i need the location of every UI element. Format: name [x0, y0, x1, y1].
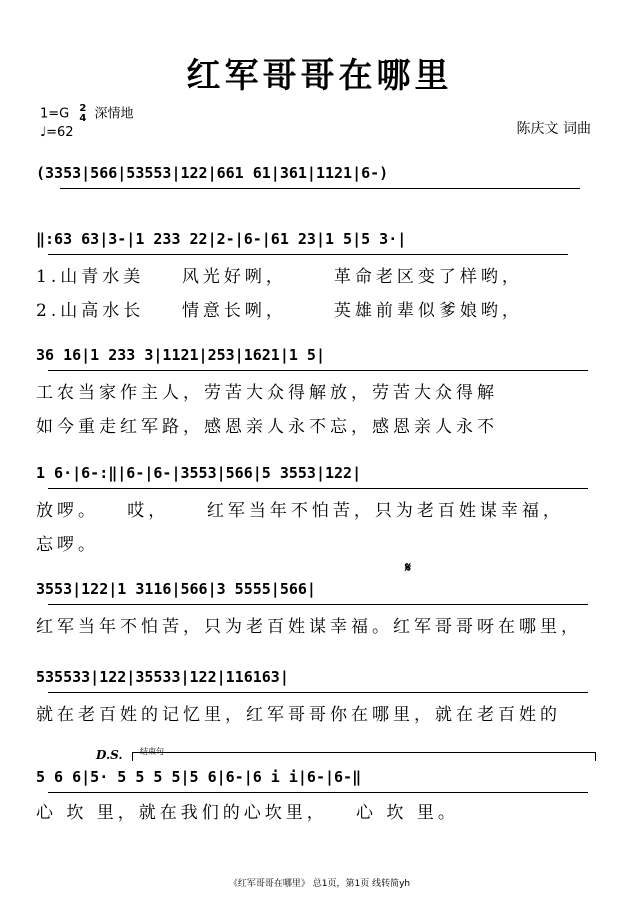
segno-sign: 𝄋 — [405, 560, 412, 576]
lyric-verse-1-row-3: 放啰。 哎， 红军当年不怕苦，只为老百姓谋幸福， — [36, 501, 564, 521]
lyric-verse-2-row-1: 2.山高水长 情意长咧， 英雄前辈似爹娘哟， — [36, 301, 523, 321]
notes-row-intro: (3353|566|53553|122|661 61|361|1121|6-) — [36, 164, 389, 182]
time-top: 2 — [79, 103, 87, 114]
notes-row-1: ‖:63 63|3-|1 233 22|2-|6-|61 23|1 5|5 3·| — [36, 230, 407, 248]
underline-beam — [48, 692, 588, 693]
time-signature — [79, 104, 86, 124]
notes-row-6: 5 6 6|5· 5 5 5 5|5 6|6-|6 i i|6-|6-‖ — [36, 768, 362, 786]
ending-bracket — [132, 752, 596, 761]
credits: 陈庆文 词曲 — [516, 121, 591, 137]
notes-row-2: 36 16|1 233 3|1121|253|1621|1 5| — [36, 346, 325, 364]
lyric-verse-2-row-3: 忘啰。 — [36, 535, 99, 555]
lyric-row-4: 红军当年不怕苦，只为老百姓谋幸福。红军哥哥呀在哪里， — [36, 617, 582, 637]
lyric-verse-1-row-1: 1.山青水美 风光好咧， 革命老区变了样哟， — [36, 267, 523, 287]
underline-beam — [48, 370, 588, 371]
song-title: 红军哥哥在哪里 — [186, 56, 453, 96]
notes-row-5: 535533|122|35533|122|116163| — [36, 668, 289, 686]
underline-beam — [60, 188, 580, 189]
underline-beam — [48, 792, 588, 793]
underline-beam — [48, 488, 588, 489]
lyric-row-5: 就在老百姓的记忆里，红军哥哥你在哪里，就在老百姓的 — [36, 705, 561, 725]
underline-beam — [48, 604, 588, 605]
notes-row-4: 3553|122|1 3116|566|3 5555|566| — [36, 580, 316, 598]
key-and-tempo — [40, 104, 134, 142]
expression-mark: 深情地 — [94, 106, 134, 122]
lyric-verse-2-row-2: 如今重走红军路，感恩亲人永不忘，感恩亲人永不 — [36, 417, 498, 437]
lyric-verse-1-row-2: 工农当家作主人，劳苦大众得解放，劳苦大众得解 — [36, 383, 498, 403]
time-bottom: 4 — [79, 113, 87, 124]
notes-row-3: 1 6·|6-:‖|6-|6-|3553|566|5 3553|122| — [36, 464, 362, 482]
lyric-row-6: 心 坎 里，就在我们的心坎里， 心 坎 里。 — [36, 803, 459, 823]
page-footer: 《红军哥哥在哪里》 总1页，第1页 线转简yh — [228, 879, 411, 889]
ending-label: 结束句 — [140, 747, 164, 756]
tempo-mark: ♩=62 — [40, 125, 74, 140]
underline-beam — [48, 254, 568, 255]
key-signature: 1=G — [40, 106, 70, 122]
ds-sign: D.S. — [96, 748, 123, 762]
